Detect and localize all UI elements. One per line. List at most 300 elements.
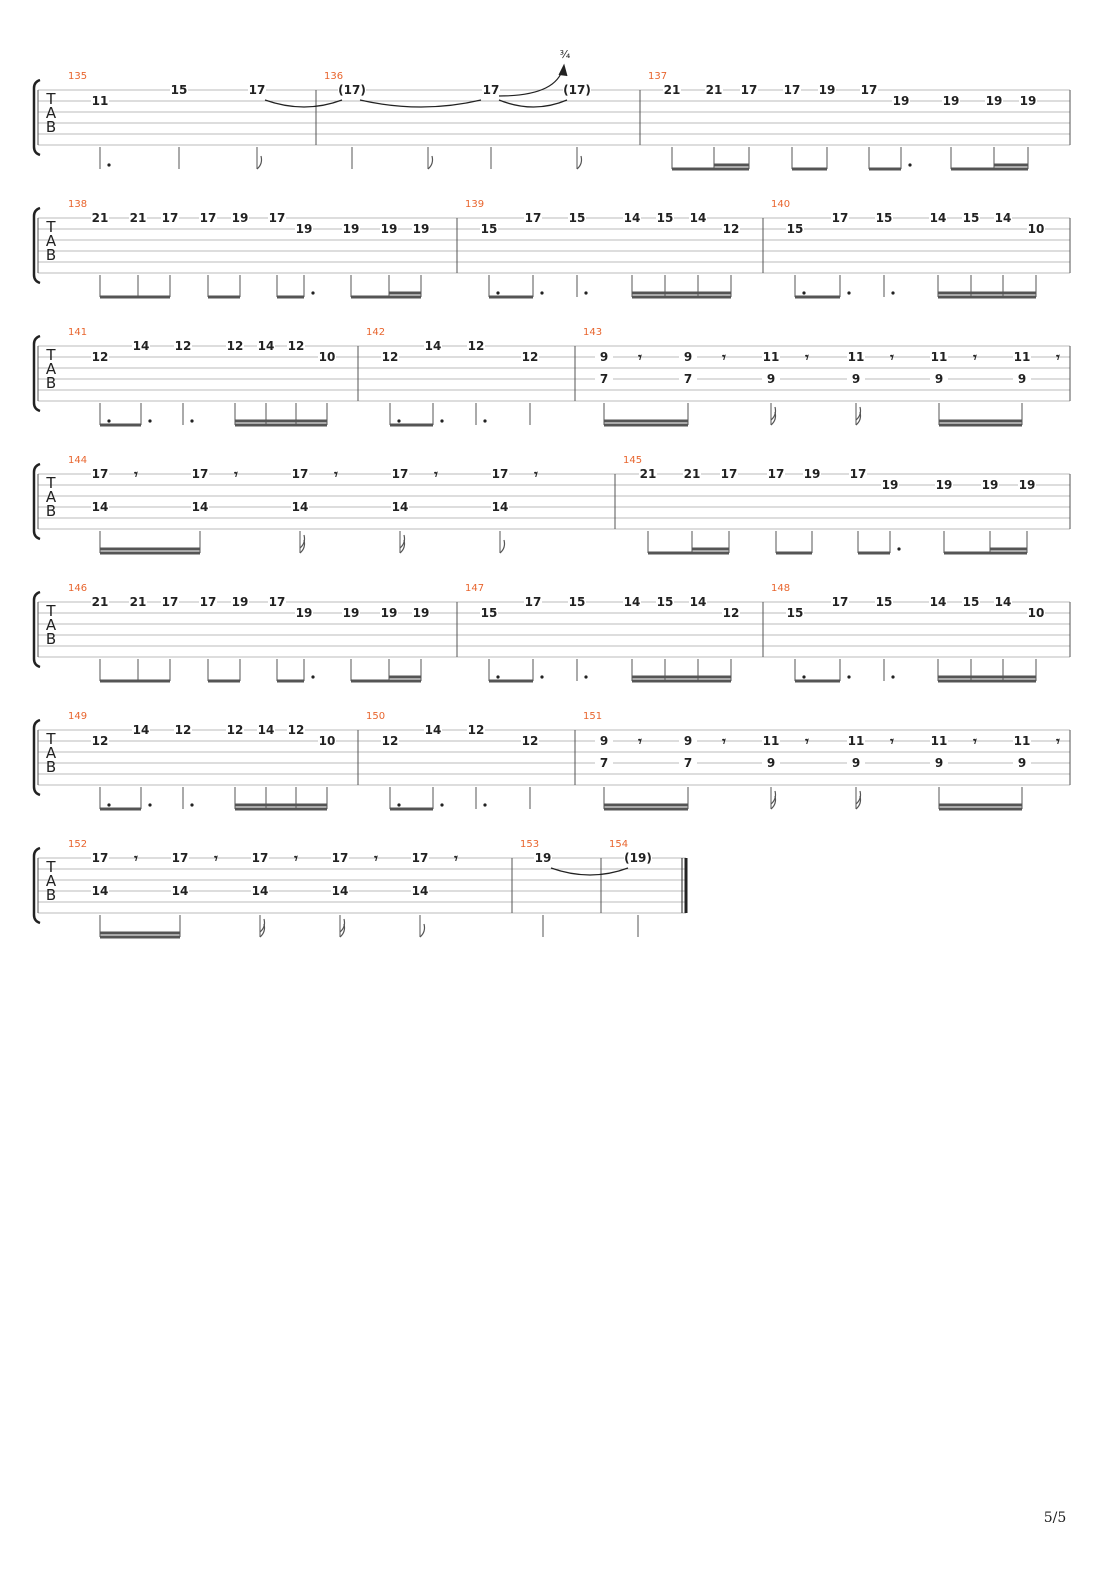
tab-clef-letter: B [45,118,57,136]
beam [208,680,240,683]
measure [520,839,628,937]
dot [483,803,486,806]
fret-number: 14 [331,884,349,898]
system-bracket [34,208,40,283]
beam [939,804,1022,807]
fret-number: 9 [1017,756,1027,770]
measure-number: 147 [465,583,485,594]
eighth-rest: 𝄾 [534,467,538,483]
fret-number: 12 [91,350,109,364]
fret-number: 14 [424,339,442,353]
beam [692,548,729,551]
beam [489,680,533,683]
measure [68,711,336,811]
fret-number: 17 [161,211,179,225]
fret-number: 15 [480,222,498,236]
note-flag [257,156,262,169]
dot [802,291,805,294]
eighth-rest: 𝄾 [638,734,642,750]
dot [440,419,443,422]
measure [465,583,740,683]
measure-number: 135 [68,71,88,82]
fret-number: 14 [623,595,641,609]
beam [792,168,827,171]
dot [148,419,151,422]
measure-number: 145 [623,455,643,466]
beam [604,808,688,811]
fret-number: 11 [847,350,865,364]
measure [366,327,539,427]
fret-number: 10 [318,734,336,748]
tab-clef-letter: B [45,374,57,392]
fret-number: 17 [524,211,542,225]
fret-number: 9 [934,372,944,386]
dot [397,803,400,806]
fret-number: 21 [705,83,723,97]
measure-number: 150 [366,711,386,722]
beam [604,420,688,423]
fret-number: 12 [467,723,485,737]
tab-system [34,327,1070,427]
fret-number: 14 [623,211,641,225]
beam [951,168,1028,171]
fret-number: 9 [599,734,609,748]
fret-number: 17 [248,83,266,97]
measure-number: 136 [324,71,344,82]
dot [496,291,499,294]
tab-clef-letter: B [45,630,57,648]
fret-number: 19 [295,222,313,236]
beam [939,808,1022,811]
note-flag [500,540,505,553]
tab-clef-letter: A [45,104,57,122]
system-bracket [34,848,40,923]
dot [897,547,900,550]
fret-number: 7 [599,372,609,386]
beam [714,164,749,167]
fret-number: 14 [171,884,189,898]
fret-number: 14 [191,500,209,514]
fret-number: 15 [170,83,188,97]
tab-clef-letter: T [46,474,56,492]
fret-number: 12 [467,339,485,353]
dot [891,675,894,678]
fret-number: 19 [231,211,249,225]
tab-system [34,455,1070,555]
beam [604,804,688,807]
fret-number: 19 [985,94,1003,108]
fret-number: 10 [1027,222,1045,236]
measure [609,839,652,937]
dot [891,291,894,294]
fret-number: 17 [268,595,286,609]
fret-number: 19 [231,595,249,609]
fret-number: 10 [1027,606,1045,620]
tab-system [34,48,1070,171]
fret-number: 12 [287,723,305,737]
fret-number: 11 [762,350,780,364]
dot [540,675,543,678]
measure-number: 153 [520,839,540,850]
fret-number: 17 [849,467,867,481]
dot [190,803,193,806]
fret-number: 14 [91,500,109,514]
fret-number: 15 [568,211,586,225]
measure [648,71,1037,171]
beam [277,296,304,299]
fret-number: 17 [491,467,509,481]
beam [100,424,141,427]
measure-number: 148 [771,583,791,594]
fret-number: 12 [381,734,399,748]
measure [465,199,740,299]
fret-number: 15 [656,211,674,225]
system-bracket [34,336,40,411]
tab-clef-letter: T [46,218,56,236]
fret-number: 11 [930,734,948,748]
fret-number: 19 [942,94,960,108]
beam [604,424,688,427]
measure [68,455,538,555]
dot [311,675,314,678]
measure [623,455,1036,555]
fret-number: 17 [720,467,738,481]
measure [324,48,591,169]
tab-system [34,711,1070,811]
beam [100,936,180,939]
fret-number: 19 [380,222,398,236]
fret-number: 14 [929,595,947,609]
tab-clef-letter: T [46,602,56,620]
dot [148,803,151,806]
beam [648,552,729,555]
fret-number: 21 [91,595,109,609]
measure [68,199,430,299]
fret-number: 19 [1019,94,1037,108]
fret-number: 17 [268,211,286,225]
beam [869,168,901,171]
beam [100,548,200,551]
beam [632,292,731,295]
beam [390,424,433,427]
eighth-rest: 𝄾 [805,350,809,366]
tab-clef-letter: B [45,246,57,264]
fret-number: 17 [831,211,849,225]
beam [938,676,1036,679]
fret-number: 17 [740,83,758,97]
fret-number: 9 [766,756,776,770]
fret-number: 14 [291,500,309,514]
beam [939,420,1022,423]
dot [107,163,110,166]
fret-number: 17 [391,467,409,481]
fret-number: 9 [683,350,693,364]
measure [68,839,458,939]
fret-number: 17 [860,83,878,97]
dot [847,291,850,294]
measure-number: 149 [68,711,88,722]
beam [235,804,327,807]
fret-number: 11 [91,94,109,108]
beam [100,296,170,299]
fret-number: 10 [318,350,336,364]
tab-system [34,583,1070,683]
tab-system [34,199,1070,299]
measure-number: 139 [465,199,485,210]
fret-number: 19 [881,478,899,492]
beam [795,680,840,683]
dot [107,419,110,422]
measure [771,583,1045,683]
eighth-rest: 𝄾 [334,467,338,483]
fret-number: 14 [257,723,275,737]
fret-number: 19 [295,606,313,620]
fret-number: 19 [981,478,999,492]
measure-number: 138 [68,199,88,210]
fret-number: 19 [412,606,430,620]
fret-number: 17 [171,851,189,865]
fret-number: 15 [786,606,804,620]
beam [100,680,170,683]
fret-number: 12 [521,350,539,364]
tab-clef-letter: T [46,90,56,108]
fret-number: 12 [226,339,244,353]
fret-number: 17 [831,595,849,609]
fret-number: 12 [381,350,399,364]
page-number: 5/5 [1043,1510,1067,1526]
fret-number: 14 [994,595,1012,609]
fret-number: 11 [762,734,780,748]
tab-clef-letter: T [46,730,56,748]
note-flag [577,156,582,169]
eighth-rest: 𝄾 [134,851,138,867]
fret-number: 21 [129,595,147,609]
fret-number: 21 [683,467,701,481]
tab-clef-letter: T [46,858,56,876]
fret-number: 21 [663,83,681,97]
beam [795,296,840,299]
beam [489,296,533,299]
fret-number: 19 [380,606,398,620]
measure-number: 143 [583,327,603,338]
fret-number: 17 [199,211,217,225]
beam [938,296,1036,299]
beam [994,164,1028,167]
tab-clef-letter: T [46,346,56,364]
note-flag [420,924,425,937]
fret-number: (17) [563,83,591,97]
fret-number: 19 [1018,478,1036,492]
fret-number: 12 [91,734,109,748]
eighth-rest: 𝄾 [973,350,977,366]
measure [771,199,1045,299]
beam [632,680,731,683]
fret-number: 15 [656,595,674,609]
fret-number: 15 [875,211,893,225]
dot [397,419,400,422]
fret-number: 17 [251,851,269,865]
beam [351,296,421,299]
beam [776,552,812,555]
fret-number: 17 [91,467,109,481]
fret-number: 9 [851,372,861,386]
beam [939,424,1022,427]
system-bracket [34,80,40,155]
eighth-rest: 𝄾 [890,734,894,750]
tab-system [34,839,686,939]
fret-number: 17 [482,83,500,97]
tab-clef-letter: A [45,872,57,890]
fret-number: 19 [534,851,552,865]
measure-number: 137 [648,71,668,82]
measure-number: 146 [68,583,88,594]
dot [908,163,911,166]
tab-clef-letter: A [45,488,57,506]
dot [190,419,193,422]
tab-clef-letter: A [45,232,57,250]
beam [632,676,731,679]
beam [100,552,200,555]
fret-number: 17 [91,851,109,865]
measure-number: 144 [68,455,88,466]
tab-clef-letter: A [45,360,57,378]
measure-number: 151 [583,711,603,722]
fret-number: 15 [568,595,586,609]
measure [583,711,1060,811]
dot [311,291,314,294]
fret-number: 19 [935,478,953,492]
fret-number: 14 [91,884,109,898]
dot [584,675,587,678]
fret-number: 19 [342,606,360,620]
tab-clef-letter: B [45,502,57,520]
fret-number: 17 [199,595,217,609]
fret-number: 14 [424,723,442,737]
measure [68,327,336,427]
fret-number: 21 [91,211,109,225]
beam [632,296,731,299]
beam [235,420,327,423]
beam [390,808,433,811]
fret-number: 14 [132,339,150,353]
fret-number: 7 [683,372,693,386]
fret-number: 12 [722,606,740,620]
beam [944,552,1027,555]
eighth-rest: 𝄾 [214,851,218,867]
beam [389,292,421,295]
bend-arrowhead [559,65,567,76]
fret-number: 19 [892,94,910,108]
fret-number: 17 [524,595,542,609]
dot [483,419,486,422]
eighth-rest: 𝄾 [638,350,642,366]
fret-number: 11 [930,350,948,364]
measure [366,711,539,811]
beam [235,424,327,427]
fret-number: 19 [342,222,360,236]
fret-number: 14 [689,595,707,609]
fret-number: 14 [391,500,409,514]
eighth-rest: 𝄾 [454,851,458,867]
measure [68,71,342,169]
fret-number: 14 [994,211,1012,225]
fret-number: 15 [962,211,980,225]
fret-number: 12 [174,339,192,353]
fret-number: 19 [803,467,821,481]
measure-number: 141 [68,327,88,338]
fret-number: 21 [639,467,657,481]
fret-number: 11 [847,734,865,748]
fret-number: 9 [766,372,776,386]
fret-number: 14 [132,723,150,737]
eighth-rest: 𝄾 [805,734,809,750]
beam [938,680,1036,683]
fret-number: 11 [1013,734,1031,748]
fret-number: 12 [521,734,539,748]
beam [389,676,421,679]
eighth-rest: 𝄾 [374,851,378,867]
measure [68,583,430,683]
beam [100,808,141,811]
tab-clef-letter: A [45,616,57,634]
fret-number: 12 [722,222,740,236]
fret-number: 17 [191,467,209,481]
eighth-rest: 𝄾 [722,734,726,750]
fret-number: 14 [251,884,269,898]
fret-number: 14 [257,339,275,353]
fret-number: 11 [1013,350,1031,364]
fret-number: 17 [161,595,179,609]
measure [583,327,1060,427]
fret-number: 9 [683,734,693,748]
fret-number: 9 [1017,372,1027,386]
eighth-rest: 𝄾 [134,467,138,483]
fret-number: 17 [783,83,801,97]
fret-number: 17 [331,851,349,865]
system-bracket [34,720,40,795]
beam [990,548,1027,551]
fret-number: 7 [599,756,609,770]
eighth-rest: 𝄾 [973,734,977,750]
dot [802,675,805,678]
measure-number: 142 [366,327,386,338]
eighth-rest: 𝄾 [722,350,726,366]
fret-number: 17 [291,467,309,481]
fret-number: 17 [411,851,429,865]
beam [858,552,890,555]
eighth-rest: 𝄾 [1056,350,1060,366]
fret-number: 12 [287,339,305,353]
beam [938,292,1036,295]
measure-number: 152 [68,839,88,850]
fret-number: 9 [599,350,609,364]
beam [277,680,304,683]
fret-number: 19 [412,222,430,236]
eighth-rest: 𝄾 [1056,734,1060,750]
bend-amount: ¾ [559,48,571,61]
fret-number: 21 [129,211,147,225]
bend-curve [499,68,563,96]
beam [351,680,421,683]
eighth-rest: 𝄾 [890,350,894,366]
fret-number: 9 [851,756,861,770]
fret-number: 19 [818,83,836,97]
eighth-rest: 𝄾 [234,467,238,483]
beam [235,808,327,811]
measure-number: 154 [609,839,629,850]
fret-number: (19) [624,851,652,865]
system-bracket [34,592,40,667]
